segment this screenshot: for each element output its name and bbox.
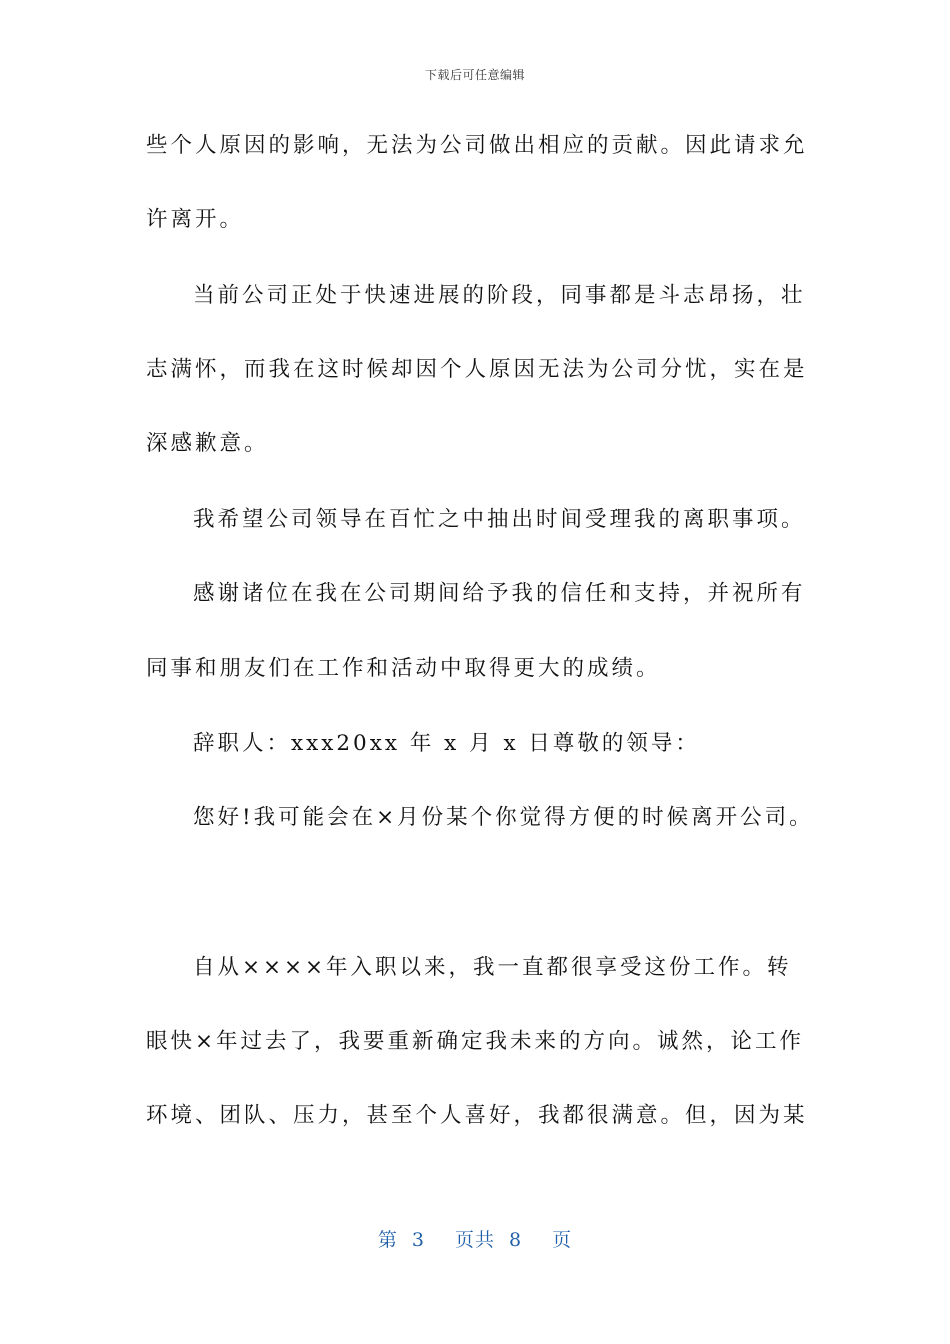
body-line-10: 您好!我可能会在×月份某个你觉得方便的时候离开公司。 — [193, 805, 814, 830]
page-header: 下载后可任意编辑 — [424, 68, 525, 82]
footer-suffix: 页 — [552, 1229, 573, 1251]
body-line-2: 许离开。 — [146, 207, 245, 232]
body-line-12: 眼快×年过去了，我要重新确定我未来的方向。诚然，论工作 — [146, 1029, 805, 1054]
body-line-13: 环境、团队、压力，甚至个人喜好，我都很满意。但，因为某 — [146, 1103, 808, 1128]
body-line-5: 深感歉意。 — [146, 431, 269, 456]
footer-middle: 页共 — [454, 1229, 495, 1251]
body-line-4: 志满怀，而我在这时候却因个人原因无法为公司分忧，实在是 — [146, 357, 808, 382]
body-line-3: 当前公司正处于快速进展的阶段，同事都是斗志昂扬，壮 — [193, 283, 806, 308]
body-line-8: 同事和朋友们在工作和活动中取得更大的成绩。 — [146, 656, 661, 681]
footer-prefix: 第 — [377, 1229, 398, 1251]
page-number-footer — [0, 1225, 950, 1252]
body-line-9: 辞职人：xxx20xx 年 x 月 x 日尊敬的领导： — [193, 731, 700, 756]
body-line-7: 感谢诸位在我在公司期间给予我的信任和支持，并祝所有 — [193, 581, 806, 606]
footer-total-pages: 8 — [509, 1229, 523, 1251]
body-line-1: 些个人原因的影响，无法为公司做出相应的贡献。因此请求允 — [146, 133, 808, 158]
body-line-6: 我希望公司领导在百忙之中抽出时间受理我的离职事项。 — [193, 507, 806, 532]
footer-current-page: 3 — [411, 1229, 425, 1251]
body-line-11: 自从××××年入职以来，我一直都很享受这份工作。转 — [193, 955, 792, 980]
